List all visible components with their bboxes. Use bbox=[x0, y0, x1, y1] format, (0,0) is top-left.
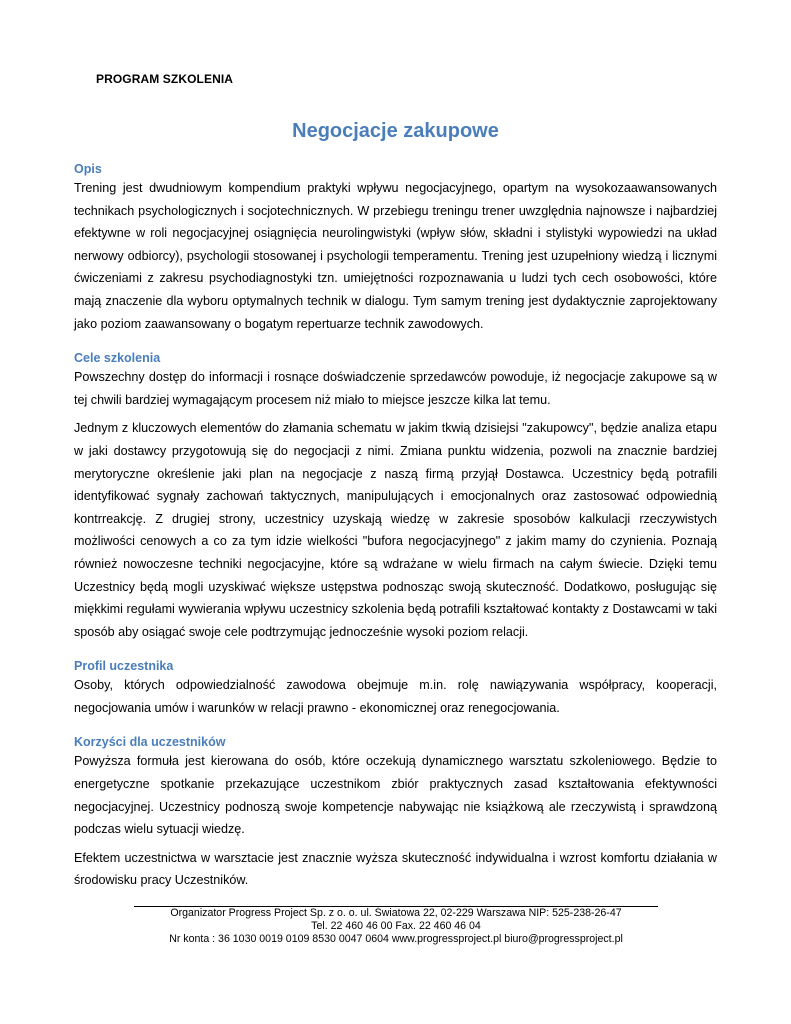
paragraph: Jednym z kluczowych elementów do złamania schematu w jakim tkwią dzisiejsi "zakupowcy", będzie analiza etapu w jaki dostawcy przygotowują się do negocjacji z nimi. Zmiana punktu widzenia, pozwoli na znacznie bardziej merytoryczne określenie jaki plan na negocjacje z naszą firmą przyjął Dostawca. Uczestnicy będą potrafili identyfikować sygnały zachowań taktycznych, manipulujących i emocjonalnych oraz zastosować odpowiednią kontrreakcję. Z drugiej strony, uczestnicy uzyskają wiedzę w zakresie sposobów kalkulacji rzeczywistych możliwości cenowych a co za tym idzie wielkości "bufora negocjacyjnego" z jakim mamy do czynienia. Poznają również nowoczesne techniki negocjacyjne, które są wdrażane w wielu firmach na całym świecie. Dzięki temu Uczestnicy będą mogli uzyskiwać większe ustępstwa podnosząc swoją skuteczność. Dodatkowo, posługując się miękkimi regułami wywierania wpływu uczestnicy szkolenia będą potrafili kształtować kontakty z Dostawcami w taki sposób aby osiągać swoje cele podtrzymując jednocześnie wysoki poziom relacji. bbox=[74, 421, 717, 639]
footer-phone: Tel. 22 460 46 00 Fax. 22 460 46 04 bbox=[311, 920, 481, 932]
section-profil bbox=[74, 658, 717, 719]
page-title: Negocjacje zakupowe bbox=[292, 120, 499, 142]
section-heading: Korzyści dla uczestników bbox=[74, 735, 226, 750]
footer-account: Nr konta : 36 1030 0019 0109 8530 0047 0604 www.progressproject.pl biuro@progressproject.pl bbox=[169, 933, 623, 945]
paragraph: Efektem uczestnictwa w warsztacie jest znacznie wyższa skuteczność indywidualna i wzrost komfortu działania w środowisku pracy Uczestników. bbox=[74, 850, 717, 888]
paragraph: Powyższa formuła jest kierowana do osób, które oczekują dynamicznego warsztatu szkoleniowego. Będzie to energetyczne spotkanie przekazujące uczestnikom zbiór praktycznych zasad kształtowania efektywności negocjacyjnej. Uczestnicy podnoszą swoje kompetencje nabywając nie książkową ale rzeczywistą i sprawdzoną podczas wielu sytuacji wiedzę. bbox=[74, 754, 717, 837]
section-heading: Cele szkolenia bbox=[74, 351, 161, 366]
section-opis bbox=[74, 161, 717, 335]
section-heading: Opis bbox=[74, 162, 102, 176]
paragraph: Osoby, których odpowiedzialność zawodowa obejmuje m.in. rolę nawiązywania współpracy, kooperacji, negocjowania umów i warunków w relacji prawno - ekonomicznej oraz renegocjowania. bbox=[74, 678, 717, 715]
footer bbox=[134, 906, 658, 946]
footer-organizer: Organizator Progress Project Sp. z o. o. ul. Światowa 22, 02-229 Warszawa NIP: 525-238-26-47 bbox=[170, 907, 622, 919]
paragraph: Powszechny dostęp do informacji i rosnące doświadczenie sprzedawców powoduje, iż negocjacje zakupowe są w tej chwili bardziej wymagającym procesem niż miało to miejsce jeszcze kilka lat temu. bbox=[74, 370, 717, 407]
document-body bbox=[74, 161, 717, 892]
section-cele bbox=[74, 350, 717, 643]
program-label: PROGRAM SZKOLENIA bbox=[96, 72, 234, 86]
section-korzysci bbox=[74, 734, 717, 892]
section-heading: Profil uczestnika bbox=[74, 659, 174, 674]
paragraph: Trening jest dwudniowym kompendium praktyki wpływu negocjacyjnego, opartym na wysokozaawansowanych technikach psychologicznych i socjotechnicznych. W przebiegu treningu trener uwzględnia najnowsze i najbardziej efektywne w roli negocjacyjnej osiągnięcia neurolingwistyki (wpływ słów, składni i stylistyki wypowiedzi na układ nerwowy odbiorcy), psychologii stosowanej i psychologii temperamentu. Trening jest uzupełniony wiedzą i licznymi ćwiczeniami z zakresu psychodiagnostyki tzn. umiejętności rozpoznawania u ludzi tych cech osobowości, które mają znaczenie dla wyboru optymalnych technik w dialogu. Tym samym trening jest dydaktycznie zaprojektowany jako poziom zaawansowany o bogatym repertuarze technik zawodowych. bbox=[74, 181, 717, 331]
